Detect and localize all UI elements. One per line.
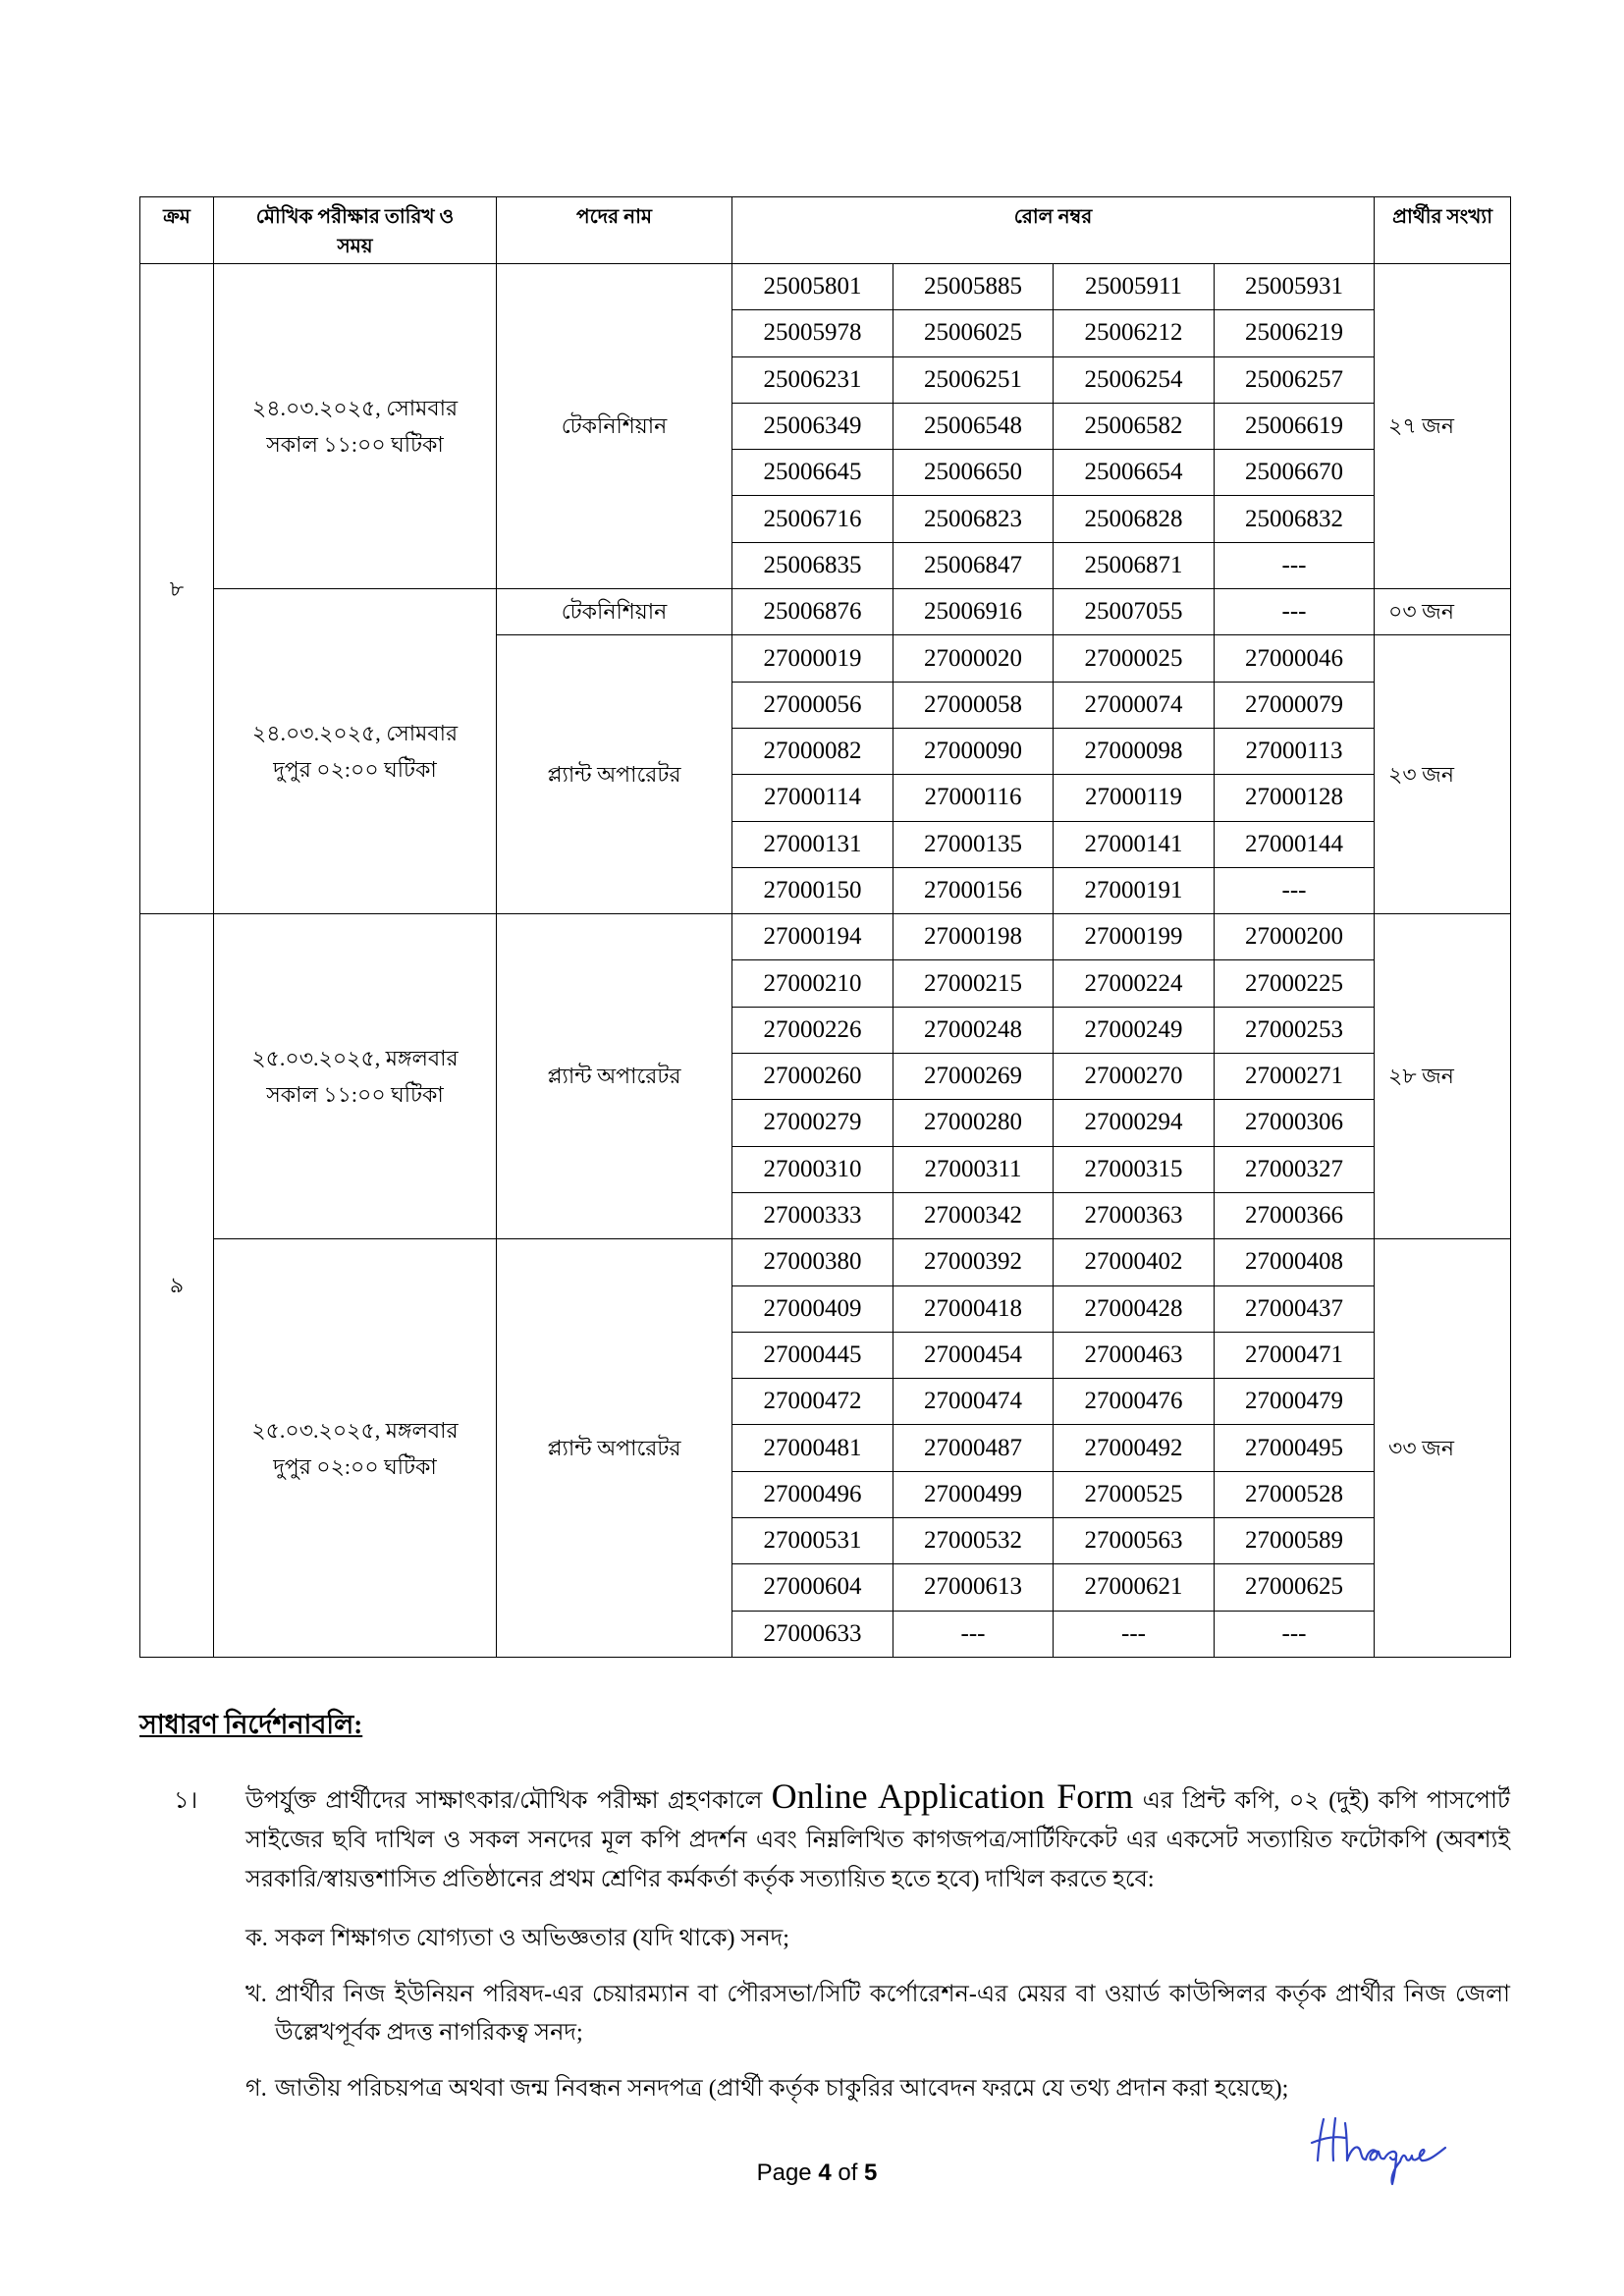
header-roll-number: রোল নম্বর — [732, 197, 1375, 264]
section-serial: ৮ — [140, 264, 214, 914]
sub-item-text: সকল শিক্ষাগত যোগ্যতা ও অভিজ্ঞতার (যদি থাকে) সনদ; — [275, 1925, 789, 1951]
roll-number-cell: 27000499 — [893, 1471, 1054, 1517]
sub-item-text: প্রার্থীর নিজ ইউনিয়ন পরিষদ-এর চেয়ারম্যান বা পৌরসভা/সিটি কর্পোরেশন-এর মেয়র বা ওয়ার্ড কাউন্সিলর কর্তৃক প্রার্থীর নিজ জেলা উল্লেখপূর্বক প্রদত্ত নাগরিকত্ব সনদ; — [275, 1981, 1510, 2046]
session-date-time — [214, 914, 497, 1239]
section-serial: ৯ — [140, 914, 214, 1658]
roll-number-cell: 27000248 — [893, 1007, 1054, 1053]
candidate-count: ২৭ জন — [1375, 264, 1511, 589]
session-time: সকাল ১১:০০ ঘটিকা — [266, 1082, 444, 1108]
candidate-count: ২৮ জন — [1375, 914, 1511, 1239]
roll-number-cell: 27000128 — [1215, 775, 1375, 821]
roll-number-cell: 25006670 — [1215, 450, 1375, 496]
roll-number-cell: 27000495 — [1215, 1425, 1375, 1471]
roll-number-cell: 27000380 — [732, 1239, 893, 1285]
roll-number-cell: 27000310 — [732, 1146, 893, 1192]
session-date: ২৫.০৩.২০২৫, মঙ্গলবার — [251, 1417, 459, 1443]
roll-number-cell: 25006582 — [1054, 403, 1215, 449]
roll-number-cell: 27000563 — [1054, 1518, 1215, 1564]
session-date: ২৪.০৩.২০২৫, সোমবার — [251, 721, 459, 746]
roll-number-cell: 27000472 — [732, 1379, 893, 1425]
roll-number-cell: 25006828 — [1054, 496, 1215, 542]
table-header-row — [140, 197, 1511, 264]
sub-item-text: জাতীয় পরিচয়পত্র অথবা জন্ম নিবন্ধন সনদপত্র (প্রার্থী কর্তৃক চাকুরির আবেদন ফরমে যে তথ্য প্রদান করা হয়েছে); — [275, 2075, 1289, 2102]
roll-number-cell: 27000141 — [1054, 821, 1215, 867]
roll-number-cell: 27000098 — [1054, 728, 1215, 774]
roll-number-cell: 27000119 — [1054, 775, 1215, 821]
roll-number-cell: 25005801 — [732, 264, 893, 310]
roll-number-cell: 27000224 — [1054, 960, 1215, 1007]
roll-number-cell: 27000225 — [1215, 960, 1375, 1007]
roll-number-cell: 27000492 — [1054, 1425, 1215, 1471]
sub-item-marker: গ. — [245, 2075, 267, 2102]
roll-number-cell: 25006254 — [1054, 356, 1215, 403]
roll-number-cell: --- — [1215, 867, 1375, 913]
roll-number-cell: 25005931 — [1215, 264, 1375, 310]
roll-number-cell: 27000135 — [893, 821, 1054, 867]
roll-number-cell: 27000131 — [732, 821, 893, 867]
roll-number-cell: 27000315 — [1054, 1146, 1215, 1192]
post-name: প্ল্যান্ট অপারেটর — [497, 635, 732, 914]
roll-number-cell: 25006832 — [1215, 496, 1375, 542]
roll-number-cell: --- — [1215, 542, 1375, 588]
roll-number-cell: 27000342 — [893, 1192, 1054, 1238]
roll-number-cell: 27000589 — [1215, 1518, 1375, 1564]
roll-number-cell: 25006823 — [893, 496, 1054, 542]
roll-number-cell: 25006231 — [732, 356, 893, 403]
roll-number-cell: 25006876 — [732, 589, 893, 635]
instruction-sub-item — [245, 1920, 1510, 1958]
roll-number-cell: 27000260 — [732, 1054, 893, 1100]
roll-number-cell: 27000280 — [893, 1100, 1054, 1146]
signature — [1306, 2109, 1453, 2190]
post-name: টেকনিশিয়ান — [497, 264, 732, 589]
roll-number-cell: 27000525 — [1054, 1471, 1215, 1517]
roll-number-cell: 27000058 — [893, 682, 1054, 728]
roll-number-cell: 27000437 — [1215, 1285, 1375, 1332]
table-row — [140, 589, 1511, 635]
header-date-time: মৌখিক পরীক্ষার তারিখ ও সময় — [214, 197, 497, 264]
table-head — [140, 197, 1511, 264]
roll-number-cell: 25006847 — [893, 542, 1054, 588]
roll-number-cell: 27000327 — [1215, 1146, 1375, 1192]
roll-number-cell: 27000144 — [1215, 821, 1375, 867]
roll-number-cell: 27000079 — [1215, 682, 1375, 728]
roll-number-cell: 25006835 — [732, 542, 893, 588]
instruction-number: ১। — [174, 1787, 198, 1814]
header-post: পদের নাম — [497, 197, 732, 264]
instruction-text — [245, 1776, 1511, 1899]
instructions-heading: সাধারণ নির্দেশনাবলি: — [139, 1709, 363, 1739]
roll-number-cell: 27000306 — [1215, 1100, 1375, 1146]
interview-schedule-table — [139, 196, 1511, 1658]
roll-number-cell: 27000200 — [1215, 914, 1375, 960]
post-name: প্ল্যান্ট অপারেটর — [497, 1239, 732, 1658]
roll-number-cell: 27000476 — [1054, 1379, 1215, 1425]
roll-number-cell: 27000487 — [893, 1425, 1054, 1471]
roll-number-cell: 27000113 — [1215, 728, 1375, 774]
post-name: প্ল্যান্ট অপারেটর — [497, 914, 732, 1239]
instruction-sub-item — [245, 1976, 1510, 2052]
roll-number-cell: 27000496 — [732, 1471, 893, 1517]
session-date: ২৫.০৩.২০২৫, মঙ্গলবার — [251, 1046, 459, 1071]
roll-number-cell: 27000311 — [893, 1146, 1054, 1192]
roll-number-cell: 27000532 — [893, 1518, 1054, 1564]
instruction-text-after: এর প্রিন্ট কপি, ০২ (দুই) কপি পাসপোর্ট সাইজের ছবি দাখিল ও সকল সনদের মূল কপি প্রদর্শন এবং নিম্নলিখিত কাগজপত্র/সার্টিফিকেট এর একসেট সত্যায়িত ফটোকপি (অবশ্যই সরকারি/স্বায়ত্তশাসিত প্রতিষ্ঠানের প্রথম শ্রেণির কর্মকর্তা কর্তৃক সত্যায়িত হতে হবে) দাখিল করতে হবে: — [245, 1787, 1511, 1892]
roll-number-cell: 27000613 — [893, 1564, 1054, 1611]
roll-number-cell: 25006025 — [893, 310, 1054, 356]
roll-number-cell: 27000270 — [1054, 1054, 1215, 1100]
roll-number-cell: --- — [1215, 1611, 1375, 1657]
roll-number-cell: --- — [1054, 1611, 1215, 1657]
roll-number-cell: 25005885 — [893, 264, 1054, 310]
sub-item-marker: ক. — [245, 1925, 268, 1951]
roll-number-cell: 27000363 — [1054, 1192, 1215, 1238]
header-serial: ক্রম — [140, 197, 214, 264]
roll-number-cell: 27000366 — [1215, 1192, 1375, 1238]
roll-number-cell: 27000156 — [893, 867, 1054, 913]
table-row — [140, 1239, 1511, 1285]
instruction-text-before: উপর্যুক্ত প্রার্থীদের সাক্ষাৎকার/মৌখিক পরীক্ষা গ্রহণকালে — [245, 1787, 772, 1814]
roll-number-cell: 27000409 — [732, 1285, 893, 1332]
header-candidate-count: প্রার্থীর সংখ্যা — [1375, 197, 1511, 264]
roll-number-cell: 27000215 — [893, 960, 1054, 1007]
table-body — [140, 264, 1511, 1658]
instruction-item — [139, 1776, 1511, 2108]
roll-number-cell: 27000294 — [1054, 1100, 1215, 1146]
general-instructions — [139, 1707, 1510, 2108]
roll-number-cell: 27000408 — [1215, 1239, 1375, 1285]
page-total: 5 — [864, 2159, 878, 2186]
table-row — [140, 264, 1511, 310]
roll-number-cell: 27000253 — [1215, 1007, 1375, 1053]
roll-number-cell: 25006548 — [893, 403, 1054, 449]
roll-number-cell: 27000046 — [1215, 635, 1375, 682]
roll-number-cell: 25006349 — [732, 403, 893, 449]
roll-number-cell: 27000194 — [732, 914, 893, 960]
roll-number-cell: --- — [893, 1611, 1054, 1657]
roll-number-cell: 27000150 — [732, 867, 893, 913]
roll-number-cell: 27000025 — [1054, 635, 1215, 682]
candidate-count: ৩৩ জন — [1375, 1239, 1511, 1658]
roll-number-cell: 27000082 — [732, 728, 893, 774]
instruction-row — [139, 1776, 1511, 1899]
session-date-time — [214, 264, 497, 589]
session-time: দুপুর ০২:০০ ঘটিকা — [273, 1453, 437, 1479]
roll-number-cell: 27000445 — [732, 1332, 893, 1378]
session-time: সকাল ১১:০০ ঘটিকা — [266, 432, 444, 458]
sub-item-marker: খ. — [245, 1981, 267, 2007]
instruction-sub-item — [245, 2070, 1510, 2108]
roll-number-cell: 27000279 — [732, 1100, 893, 1146]
roll-number-cell: 27000210 — [732, 960, 893, 1007]
roll-number-cell: 27000090 — [893, 728, 1054, 774]
roll-number-cell: 27000056 — [732, 682, 893, 728]
roll-number-cell: 25006650 — [893, 450, 1054, 496]
roll-number-cell: 27000114 — [732, 775, 893, 821]
roll-number-cell: 27000481 — [732, 1425, 893, 1471]
roll-number-cell: 27000392 — [893, 1239, 1054, 1285]
roll-number-cell: 27000621 — [1054, 1564, 1215, 1611]
roll-number-cell: 25006716 — [732, 496, 893, 542]
session-time: দুপুর ০২:০০ ঘটিকা — [273, 757, 437, 783]
roll-number-cell: 27000226 — [732, 1007, 893, 1053]
roll-number-cell: 27000199 — [1054, 914, 1215, 960]
signature-stroke — [1312, 2118, 1445, 2184]
candidate-count: ০৩ জন — [1375, 589, 1511, 635]
roll-number-cell: 27000074 — [1054, 682, 1215, 728]
roll-number-cell: 27000454 — [893, 1332, 1054, 1378]
roll-number-cell: 27000402 — [1054, 1239, 1215, 1285]
roll-number-cell: 25006871 — [1054, 542, 1215, 588]
roll-number-cell: 27000528 — [1215, 1471, 1375, 1517]
roll-number-cell: 25005911 — [1054, 264, 1215, 310]
page-word: Page — [756, 2159, 812, 2186]
roll-number-cell: 27000191 — [1054, 867, 1215, 913]
roll-number-cell: 25005978 — [732, 310, 893, 356]
roll-number-cell: 27000474 — [893, 1379, 1054, 1425]
roll-number-cell: 25006654 — [1054, 450, 1215, 496]
table-row — [140, 914, 1511, 960]
roll-number-cell: 27000333 — [732, 1192, 893, 1238]
roll-number-cell: 25006212 — [1054, 310, 1215, 356]
roll-number-cell: 27000116 — [893, 775, 1054, 821]
roll-number-cell: 27000479 — [1215, 1379, 1375, 1425]
of-word: of — [838, 2159, 858, 2186]
session-date: ২৪.০৩.২০২৫, সোমবার — [251, 396, 459, 421]
roll-number-cell: 27000198 — [893, 914, 1054, 960]
roll-number-cell: 27000019 — [732, 635, 893, 682]
roll-number-cell: 25006619 — [1215, 403, 1375, 449]
roll-number-cell: 25006645 — [732, 450, 893, 496]
session-date-time — [214, 1239, 497, 1658]
roll-number-cell: 27000418 — [893, 1285, 1054, 1332]
roll-number-cell: 25006219 — [1215, 310, 1375, 356]
roll-number-cell: 27000604 — [732, 1564, 893, 1611]
roll-number-cell: 27000625 — [1215, 1564, 1375, 1611]
roll-number-cell: 27000428 — [1054, 1285, 1215, 1332]
roll-number-cell: --- — [1215, 589, 1375, 635]
roll-number-cell: 27000271 — [1215, 1054, 1375, 1100]
roll-number-cell: 25007055 — [1054, 589, 1215, 635]
candidate-count: ২৩ জন — [1375, 635, 1511, 914]
roll-number-cell: 25006251 — [893, 356, 1054, 403]
roll-number-cell: 27000471 — [1215, 1332, 1375, 1378]
page-current: 4 — [818, 2159, 832, 2186]
roll-number-cell: 27000249 — [1054, 1007, 1215, 1053]
roll-number-cell: 27000531 — [732, 1518, 893, 1564]
session-date-time — [214, 589, 497, 914]
roll-number-cell: 25006916 — [893, 589, 1054, 635]
roll-number-cell: 27000020 — [893, 635, 1054, 682]
instruction-text-highlight: Online Application Form — [771, 1776, 1134, 1816]
roll-number-cell: 27000269 — [893, 1054, 1054, 1100]
roll-number-cell: 27000463 — [1054, 1332, 1215, 1378]
roll-number-cell: 25006257 — [1215, 356, 1375, 403]
roll-number-cell: 27000633 — [732, 1611, 893, 1657]
post-name: টেকনিশিয়ান — [497, 589, 732, 635]
